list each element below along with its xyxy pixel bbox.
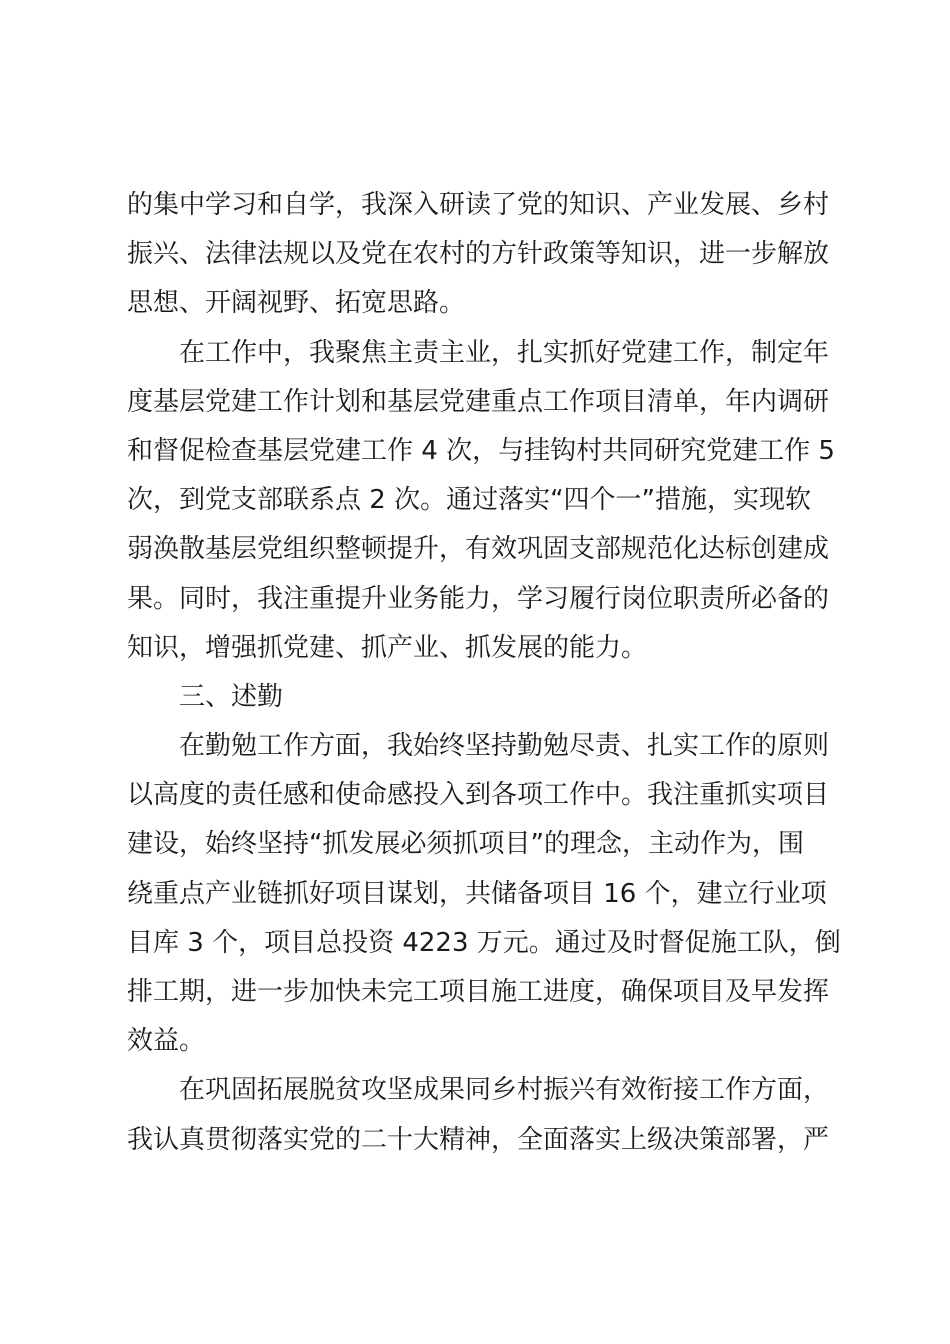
text-line: 在巩固拓展脱贫攻坚成果同乡村振兴有效衔接工作方面， <box>179 1075 830 1106</box>
text-line: 排工期，进一步加快未完工项目施工进度，确保项目及早发挥 <box>127 977 830 1007</box>
text-line: 效益。 <box>127 1026 206 1057</box>
text-line: 建设，始终坚持“抓发展必须抓项目”的理念，主动作为，围 <box>127 829 804 860</box>
section-heading: 三、述勤 <box>179 681 284 712</box>
text-line: 振兴、法律法规以及党在农村的方针政策等知识，进一步解放 <box>127 239 830 270</box>
text-line: 知识，增强抓党建、抓产业、抓发展的能力。 <box>127 632 648 663</box>
text-line: 在工作中，我聚焦主责主业，扎实抓好党建工作，制定年 <box>179 337 830 368</box>
text-line: 绕重点产业链抓好项目谋划，共储备项目 16 个，建立行业项 <box>127 878 827 909</box>
text-line: 果。同时，我注重提升业务能力，学习履行岗位职责所必备的 <box>127 583 830 614</box>
text-line: 我认真贯彻落实党的二十大精神，全面落实上级决策部署，严 <box>127 1124 830 1155</box>
text-line: 在勤勉工作方面，我始终坚持勤勉尽责、扎实工作的原则 <box>179 731 830 762</box>
text-line: 的集中学习和自学，我深入研读了党的知识、产业发展、乡村 <box>127 190 830 220</box>
text-line: 目库 3 个，项目总投资 4223 万元。通过及时督促施工队，倒 <box>127 927 841 958</box>
text-line: 思想、开阔视野、拓宽思路。 <box>127 288 466 319</box>
document-body <box>127 181 841 1165</box>
text-line: 次，到党支部联系点 2 次。通过落实“四个一”措施，实现软 <box>127 485 812 516</box>
text-line: 和督促检查基层党建工作 4 次，与挂钩村共同研究党建工作 5 <box>127 435 835 466</box>
text-line: 度基层党建工作计划和基层党建重点工作项目清单，年内调研 <box>127 386 830 417</box>
text-line: 以高度的责任感和使命感投入到各项工作中。我注重抓实项目 <box>127 780 830 811</box>
text-line: 弱涣散基层党组织整顿提升，有效巩固支部规范化达标创建成 <box>127 534 830 565</box>
